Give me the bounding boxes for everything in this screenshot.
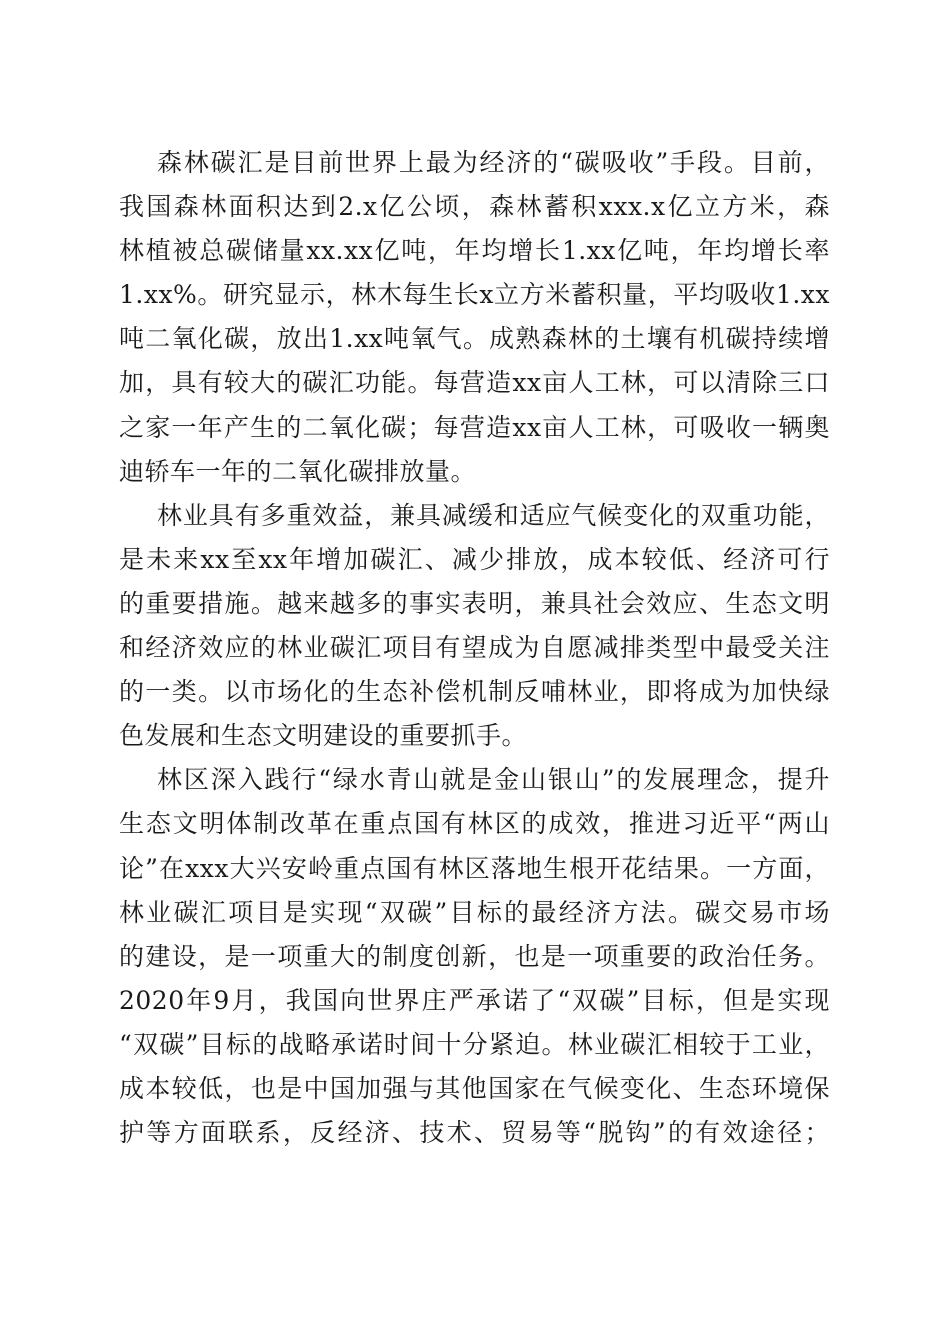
paragraph-line: “双碳”目标的战略承诺时间十分紧迫。林业碳汇相较于工业， [119, 1029, 830, 1059]
paragraph-line: 林植被总碳储量xx.xx亿吨，年均增长1.xx亿吨，年均增长率 [119, 236, 830, 266]
paragraph-line: 的重要措施。越来越多的事实表明，兼具社会效应、生态文明 [119, 588, 830, 618]
paragraph-line: 论”在xxx大兴安岭重点国有林区落地生根开花结果。一方面， [119, 853, 830, 883]
paragraph-line: 森林碳汇是目前世界上最为经济的“碳吸收”手段。目前， [157, 148, 830, 177]
paragraph-line: 是未来xx至xx年增加碳汇、减少排放，成本较低、经济可行 [119, 544, 830, 574]
paragraph-3 [119, 758, 830, 1155]
paragraph-line: 加，具有较大的碳汇功能。每营造xx亩人工林，可以清除三口 [119, 368, 830, 398]
paragraph-line: 生态文明体制改革在重点国有林区的成效，推进习近平“两山 [119, 809, 830, 839]
paragraph-line: 的建设，是一项重大的制度创新，也是一项重要的政治任务。 [119, 941, 830, 971]
paragraph-line: 林业具有多重效益，兼具减缓和适应气候变化的双重功能， [157, 500, 830, 530]
paragraph-line: 林区深入践行“绿水青山就是金山银山”的发展理念，提升 [157, 765, 830, 795]
paragraph-line: 之家一年产生的二氧化碳；每营造xx亩人工林，可吸收一辆奥 [119, 412, 830, 442]
document-body [119, 141, 830, 1155]
paragraph-line: 我国森林面积达到2.x亿公顷，森林蓄积xxx.x亿立方米，森 [119, 192, 830, 222]
paragraph-line: 迪轿车一年的二氧化碳排放量。 [119, 456, 477, 486]
paragraph-line: 吨二氧化碳，放出1.xx吨氧气。成熟森林的土壤有机碳持续增 [119, 324, 830, 354]
paragraph-2 [119, 494, 830, 759]
paragraph-line: 色发展和生态文明建设的重要抓手。 [119, 721, 528, 751]
paragraph-1 [119, 141, 830, 494]
paragraph-line: 的一类。以市场化的生态补偿机制反哺林业，即将成为加快绿 [119, 677, 830, 707]
paragraph-line: 2020年9月，我国向世界庄严承诺了“双碳”目标，但是实现 [119, 985, 830, 1015]
paragraph-line: 1.xx%。研究显示，林木每生长x立方米蓄积量，平均吸收1.xx [119, 280, 830, 310]
paragraph-line: 和经济效应的林业碳汇项目有望成为自愿减排类型中最受关注 [119, 633, 830, 663]
paragraph-line: 林业碳汇项目是实现“双碳”目标的最经济方法。碳交易市场 [119, 897, 830, 927]
paragraph-line: 成本较低，也是中国加强与其他国家在气候变化、生态环境保 [119, 1073, 830, 1103]
paragraph-line: 护等方面联系，反经济、技术、贸易等“脱钩”的有效途径； [119, 1118, 830, 1148]
